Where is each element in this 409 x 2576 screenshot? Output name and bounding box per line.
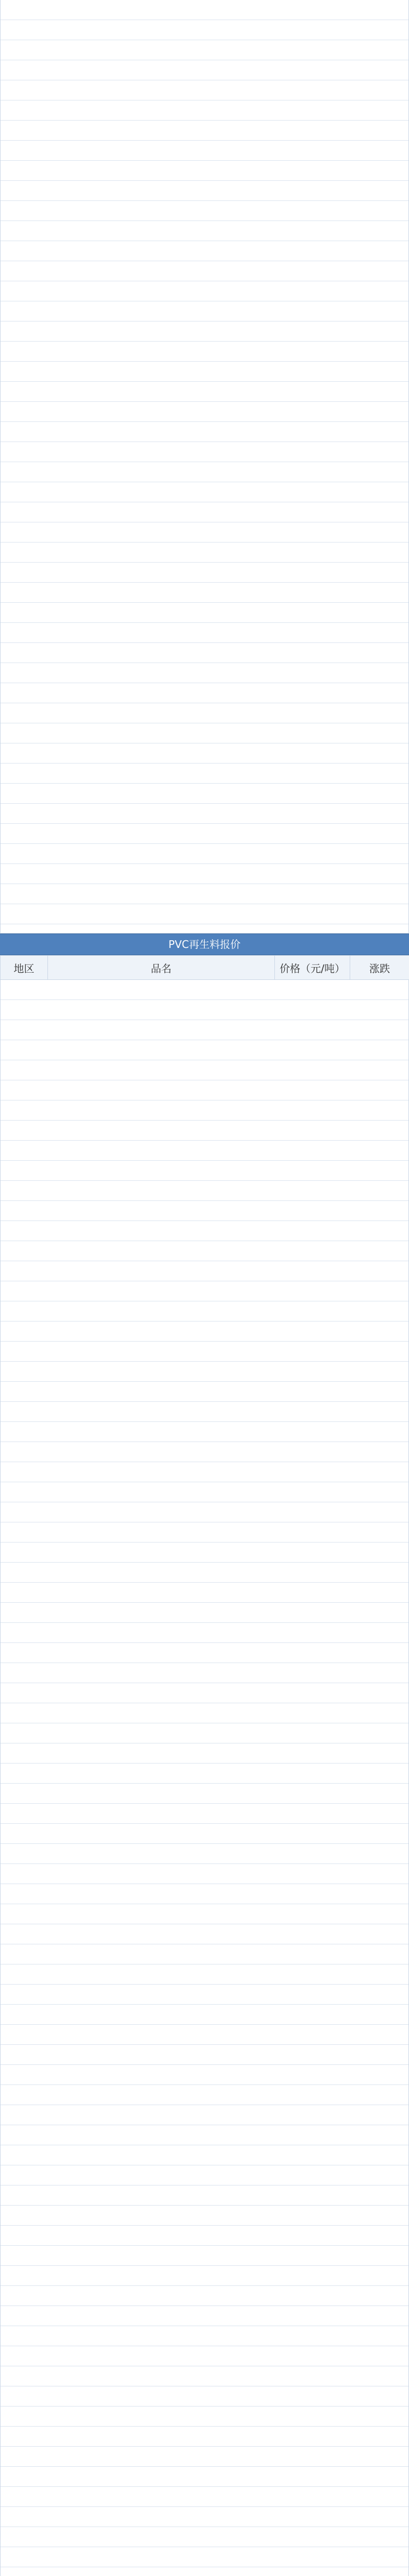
column-header-region: 地区 (1, 956, 48, 980)
column-header-change: 涨跌 (350, 956, 409, 980)
column-header-name: 品名 (48, 956, 275, 980)
column-header-price: 价格（元/吨） (275, 956, 350, 980)
price-section-2 (0, 934, 409, 2576)
section-2-header-row (1, 956, 409, 980)
section-2-rows (0, 980, 409, 2576)
section-2-title: PVC再生料报价 (0, 934, 409, 955)
section-2-table (0, 955, 409, 980)
section-1-rows (0, 0, 409, 934)
price-section-1 (0, 0, 409, 934)
